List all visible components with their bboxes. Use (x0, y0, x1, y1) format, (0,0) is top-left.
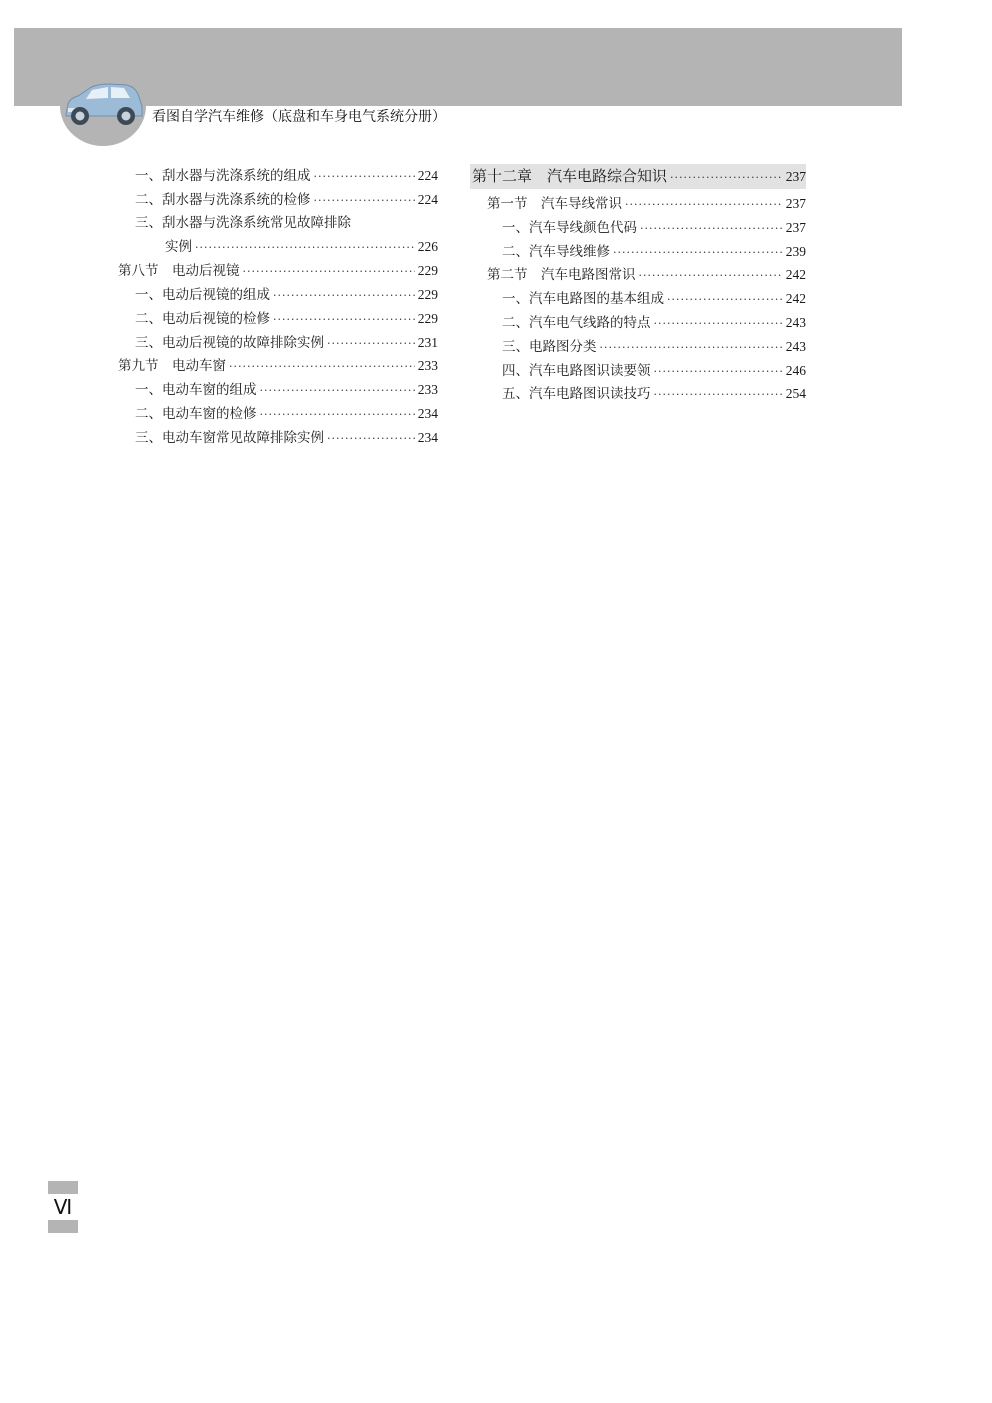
toc-page-number: 237 (785, 219, 806, 235)
toc-item[interactable] (118, 378, 438, 402)
leader-dots (314, 165, 415, 189)
toc-section[interactable] (118, 259, 438, 283)
leader-dots (273, 284, 415, 308)
leader-dots (640, 217, 783, 241)
toc-page-number: 242 (785, 291, 806, 307)
toc-chapter[interactable] (470, 164, 806, 189)
toc-page-number: 239 (785, 243, 806, 259)
leader-dots (639, 264, 783, 288)
toc-page-number: 237 (785, 169, 806, 184)
toc-section-label: 第二节 汽车电路图常识 (487, 267, 636, 284)
leader-dots (314, 189, 415, 213)
toc-page-number: 234 (417, 429, 438, 445)
toc-page-number: 234 (417, 405, 438, 421)
toc-item-label: 五、汽车电路图识读技巧 (502, 386, 651, 403)
leader-dots (229, 355, 415, 379)
folio-bar-bottom (48, 1220, 78, 1233)
toc-item-label: 二、电动车窗的检修 (135, 405, 257, 422)
toc-item-label: 二、汽车导线维修 (502, 243, 610, 260)
toc-item[interactable] (118, 307, 438, 331)
toc-item-label: 三、刮水器与洗涤系统常见故障排除 (135, 214, 351, 231)
toc-item-label: 二、刮水器与洗涤系统的检修 (135, 191, 311, 208)
toc-chapter-label: 第十二章 汽车电路综合知识 (472, 167, 668, 185)
leader-dots (195, 236, 415, 260)
toc-section[interactable] (118, 354, 438, 378)
toc-page-number: 242 (785, 267, 806, 283)
leader-dots (613, 241, 783, 265)
leader-dots (667, 288, 783, 312)
toc-page-number: 229 (417, 263, 438, 279)
leader-dots (273, 308, 415, 332)
toc-section[interactable] (470, 192, 806, 216)
toc-right-column (470, 164, 806, 406)
toc-item[interactable] (470, 382, 806, 406)
toc-page-number: 243 (785, 314, 806, 330)
toc-page-number: 254 (785, 386, 806, 402)
leader-dots (260, 379, 415, 403)
leader-dots (670, 165, 783, 190)
toc-item[interactable] (118, 212, 438, 236)
toc-item[interactable] (118, 402, 438, 426)
toc-page-number: 246 (785, 362, 806, 378)
header-band (14, 28, 902, 106)
leader-dots (625, 193, 783, 217)
leader-dots (654, 360, 783, 384)
toc-left-column (118, 164, 438, 450)
toc-item[interactable] (470, 359, 806, 383)
toc-item[interactable] (118, 331, 438, 355)
toc-page-number: 224 (417, 168, 438, 183)
toc-item[interactable] (118, 283, 438, 307)
toc-page-number: 229 (417, 310, 438, 326)
toc-item[interactable] (118, 426, 438, 450)
toc-item[interactable] (118, 188, 438, 212)
toc-page-number: 233 (417, 358, 438, 374)
toc-item-label: 实例 (165, 239, 192, 256)
toc-item[interactable] (470, 311, 806, 335)
toc-page-number: 243 (785, 338, 806, 354)
leader-dots (327, 332, 415, 356)
leader-dots (260, 403, 415, 427)
toc-item-label: 二、电动后视镜的检修 (135, 310, 270, 327)
toc-item-label: 一、汽车导线颜色代码 (502, 219, 637, 236)
toc-item-label: 一、电动车窗的组成 (135, 382, 257, 399)
toc-item-label: 四、汽车电路图识读要领 (502, 362, 651, 379)
leader-dots (243, 260, 415, 284)
toc-item-label: 二、汽车电气线路的特点 (502, 314, 651, 331)
toc-page-number: 229 (417, 286, 438, 302)
toc-section-label: 第一节 汽车导线常识 (487, 196, 622, 212)
toc-item-continuation[interactable] (118, 235, 438, 259)
car-emblem (60, 66, 146, 146)
toc-item[interactable] (470, 216, 806, 240)
toc-item[interactable] (470, 240, 806, 264)
toc-section[interactable] (470, 263, 806, 287)
toc-page-number: 233 (417, 382, 438, 398)
toc-page-number: 224 (417, 191, 438, 207)
toc-item-label: 三、电动后视镜的故障排除实例 (135, 334, 324, 351)
toc-item-label: 一、汽车电路图的基本组成 (502, 291, 664, 308)
toc-page-number: 237 (785, 196, 806, 211)
folio-bar-top (48, 1181, 78, 1194)
toc-item-label: 一、电动后视镜的组成 (135, 286, 270, 303)
toc-item[interactable] (118, 164, 438, 188)
toc-item-label: 三、电路图分类 (502, 338, 597, 355)
toc-section-label: 第九节 电动车窗 (118, 358, 226, 375)
toc-section-label: 第八节 电动后视镜 (118, 263, 240, 280)
toc-item-label: 一、刮水器与洗涤系统的组成 (135, 168, 311, 184)
page-number: Ⅵ (53, 1195, 73, 1219)
book-title: 看图自学汽车维修（底盘和车身电气系统分册） (152, 109, 446, 125)
toc-page-number: 231 (417, 334, 438, 350)
toc-item[interactable] (470, 335, 806, 359)
leader-dots (600, 336, 783, 360)
toc-item[interactable] (470, 287, 806, 311)
leader-dots (327, 427, 415, 451)
toc-page-number: 226 (417, 239, 438, 255)
leader-dots (654, 312, 783, 336)
toc-item-label: 三、电动车窗常见故障排除实例 (135, 429, 324, 446)
leader-dots (654, 383, 783, 407)
car-icon (60, 78, 146, 132)
